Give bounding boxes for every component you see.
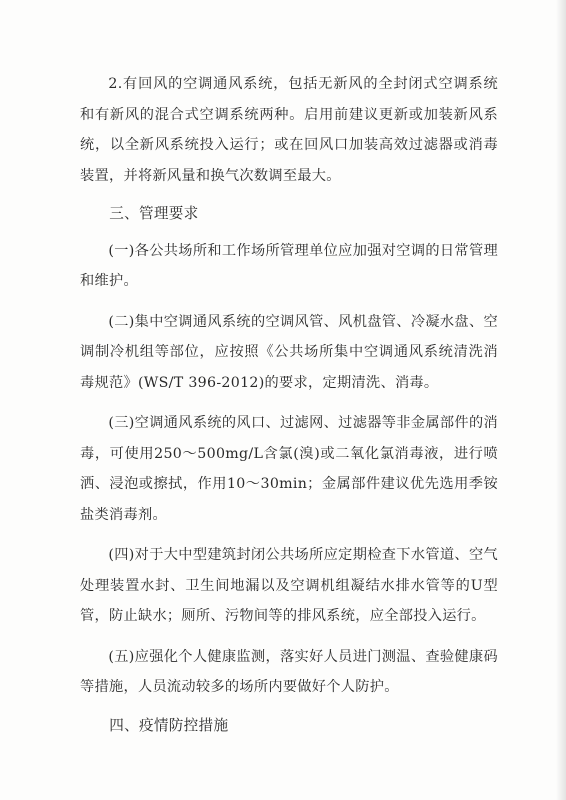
page-edge-shadow xyxy=(556,0,566,800)
paragraph-item-1: (一)各公共场所和工作场所管理单位应加强对空调的日常管理和维护。 xyxy=(80,242,498,289)
section-heading-epidemic-prevention: 四、疫情防控措施 xyxy=(109,716,229,734)
paragraph-return-air-system: 2.有回风的空调通风系统，包括无新风的全封闭式空调系统和有新风的混合式空调系统两种。启用前建议更新或加装新风系统，以全新风系统投入运行；或在回风口加装高效过滤器或消毒装置，并将新风量和换气次数调至最大。 xyxy=(80,76,498,184)
paragraph-item-3: (三)空调通风系统的风口、过滤网、过滤器等非金属部件的消毒，可使用250～500mg/L含氯(溴)或二氧化氯消毒液，进行喷洒、浸泡或擦拭，作用10～30min；金属部件建议优先选用季铵盐类消毒剂。 xyxy=(80,415,498,523)
spacer xyxy=(80,632,498,642)
document-body xyxy=(80,69,498,747)
section-heading-management: 三、管理要求 xyxy=(109,205,199,222)
paragraph-item-2: (二)集中空调通风系统的空调风管、风机盘管、冷凝水盘、空调制冷机组等部位，应按照《公共场所集中空调通风系统清洗消毒规范》(WS/T 396-2012)的要求，定期清洗、消毒。 xyxy=(80,313,498,391)
spacer xyxy=(80,530,498,540)
paragraph-item-4: (四)对于大中型建筑封闭公共场所应定期检查下水管道、空气处理装置水封、卫生间地漏以及空调机组凝结水排水管等的U型管，防止缺水；厕所、污物间等的排风系统，应全部投入运行。 xyxy=(80,547,498,624)
paragraph-item-5: (五)应强化个人健康监测，落实好人员进门测温、查验健康码等措施，人员流动较多的场所内要做好个人防护。 xyxy=(80,648,498,695)
spacer xyxy=(80,297,498,307)
spacer xyxy=(80,398,498,408)
